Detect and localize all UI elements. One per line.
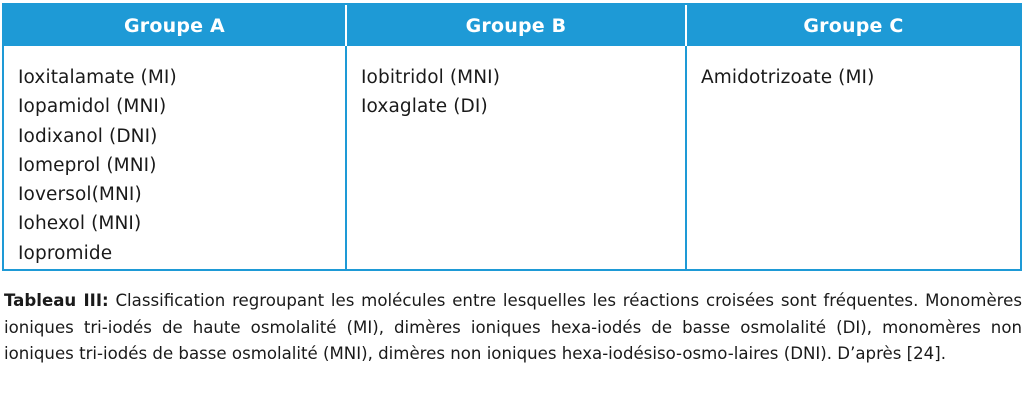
list-item: Iopromide bbox=[18, 242, 113, 264]
list-item: Iodixanol (DNI) bbox=[18, 125, 158, 147]
molecule-list-c bbox=[701, 63, 1006, 92]
list-item: Ioxitalamate (MI) bbox=[18, 67, 177, 88]
header-groupe-b: Groupe B bbox=[345, 5, 685, 46]
column-groupe-c bbox=[685, 46, 1020, 269]
column-groupe-a bbox=[4, 46, 345, 269]
column-groupe-b bbox=[345, 46, 685, 269]
header-groupe-c: Groupe C bbox=[685, 5, 1020, 46]
list-item: Iobitridol (MNI) bbox=[361, 67, 501, 88]
table-caption bbox=[4, 288, 1022, 368]
molecule-list-a bbox=[18, 63, 331, 268]
header-groupe-a: Groupe A bbox=[4, 5, 345, 46]
list-item: Ioversol(MNI) bbox=[18, 184, 142, 206]
list-item: Iopamidol (MNI) bbox=[18, 96, 167, 118]
caption-text: Classification regroupant les molécules entre lesquelles les réactions croisées sont fréquentes. Monomères ioniques tri-iodés de haute osmolalité (MI), dimères ioniques hexa-iodés de basse osmolalité (DI), monomères non ioniques tri-iodés de basse osmolalité (MNI), dimères non ioniques hexa-iodésiso-osmo-laires (DNI). D’après [24]. bbox=[4, 291, 1022, 363]
list-item: Iomeprol (MNI) bbox=[18, 154, 157, 176]
caption-label: Tableau III: bbox=[4, 291, 109, 310]
molecule-list-b bbox=[361, 63, 671, 122]
list-item: Iohexol (MNI) bbox=[18, 213, 142, 235]
list-item: Ioxaglate (DI) bbox=[361, 96, 488, 118]
list-item: Amidotrizoate (MI) bbox=[701, 67, 875, 88]
classification-table bbox=[2, 3, 1022, 271]
